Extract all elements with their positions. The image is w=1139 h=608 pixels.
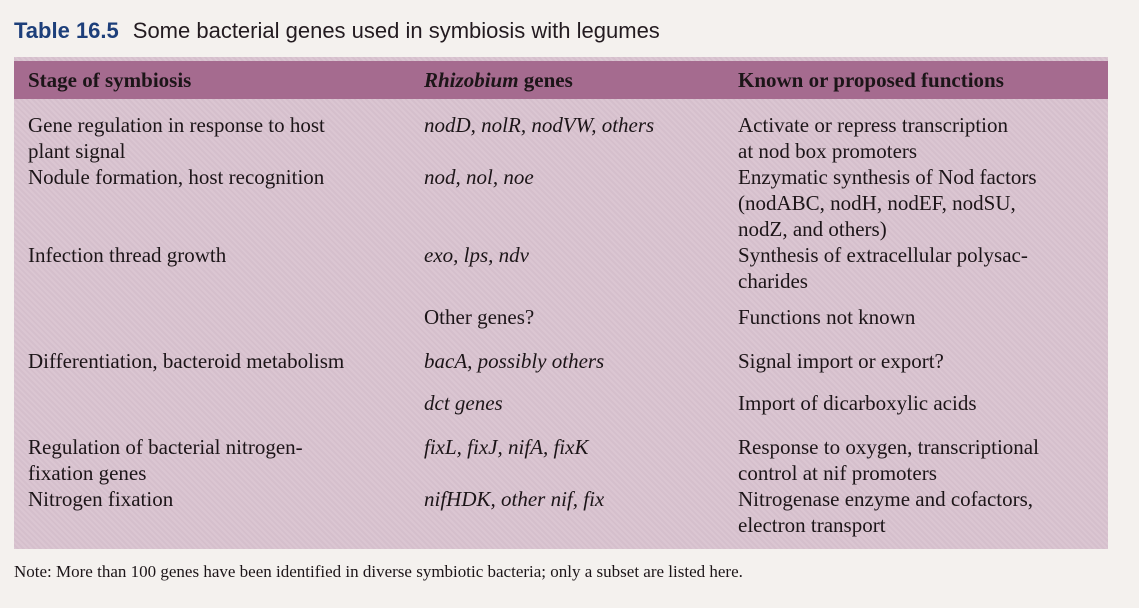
header-genes-rest: genes [518,68,573,92]
stage-cell: Regulation of bacterial nitrogen- fixation genes [28,435,303,485]
stage-cell: Nodule formation, host recognition [28,165,325,189]
table-caption [14,14,660,48]
header-genes-italic: Rhizobium [424,68,519,92]
header-stage: Stage of symbiosis [28,68,192,92]
functions-cell: Functions not known [738,305,916,329]
header-genes [424,61,573,99]
table-note: Note: More than 100 genes have been identified in diverse symbiotic bacteria; only a subset are listed here. [14,562,743,581]
table-number: Table 16.5 [14,18,119,43]
genes-cell: exo, lps, ndv [424,243,529,267]
functions-cell: Enzymatic synthesis of Nod factors (nodABC, nodH, nodEF, nodSU, nodZ, and others) [738,165,1037,241]
stage-cell: Nitrogen fixation [28,487,174,511]
functions-cell: Activate or repress transcription at nod box promoters [738,113,1008,163]
header-functions: Known or proposed functions [738,68,1004,92]
stage-cell: Infection thread growth [28,243,227,267]
table-title: Some bacterial genes used in symbiosis with legumes [132,18,660,43]
genes-cell: fixL, fixJ, nifA, fixK [424,435,589,459]
genes-cell: Other genes? [424,305,535,329]
table-header [14,61,1108,99]
stage-cell: Differentiation, bacteroid metabolism [28,349,345,373]
functions-cell: Synthesis of extracellular polysac- charides [738,243,1028,293]
genes-cell: dct genes [424,391,503,415]
functions-cell: Import of dicarboxylic acids [738,391,977,415]
functions-cell: Response to oxygen, transcriptional control at nif promoters [738,435,1039,485]
genes-table [14,57,1108,549]
stage-cell: Gene regulation in response to host plant signal [28,113,325,163]
functions-cell: Signal import or export? [738,349,944,373]
genes-cell: nod, nol, noe [424,165,534,189]
functions-cell: Nitrogenase enzyme and cofactors, electron transport [738,487,1034,537]
genes-cell: bacA, possibly others [424,349,605,373]
genes-cell: nifHDK, other nif, fix [424,487,605,511]
genes-cell: nodD, nolR, nodVW, others [424,113,655,137]
